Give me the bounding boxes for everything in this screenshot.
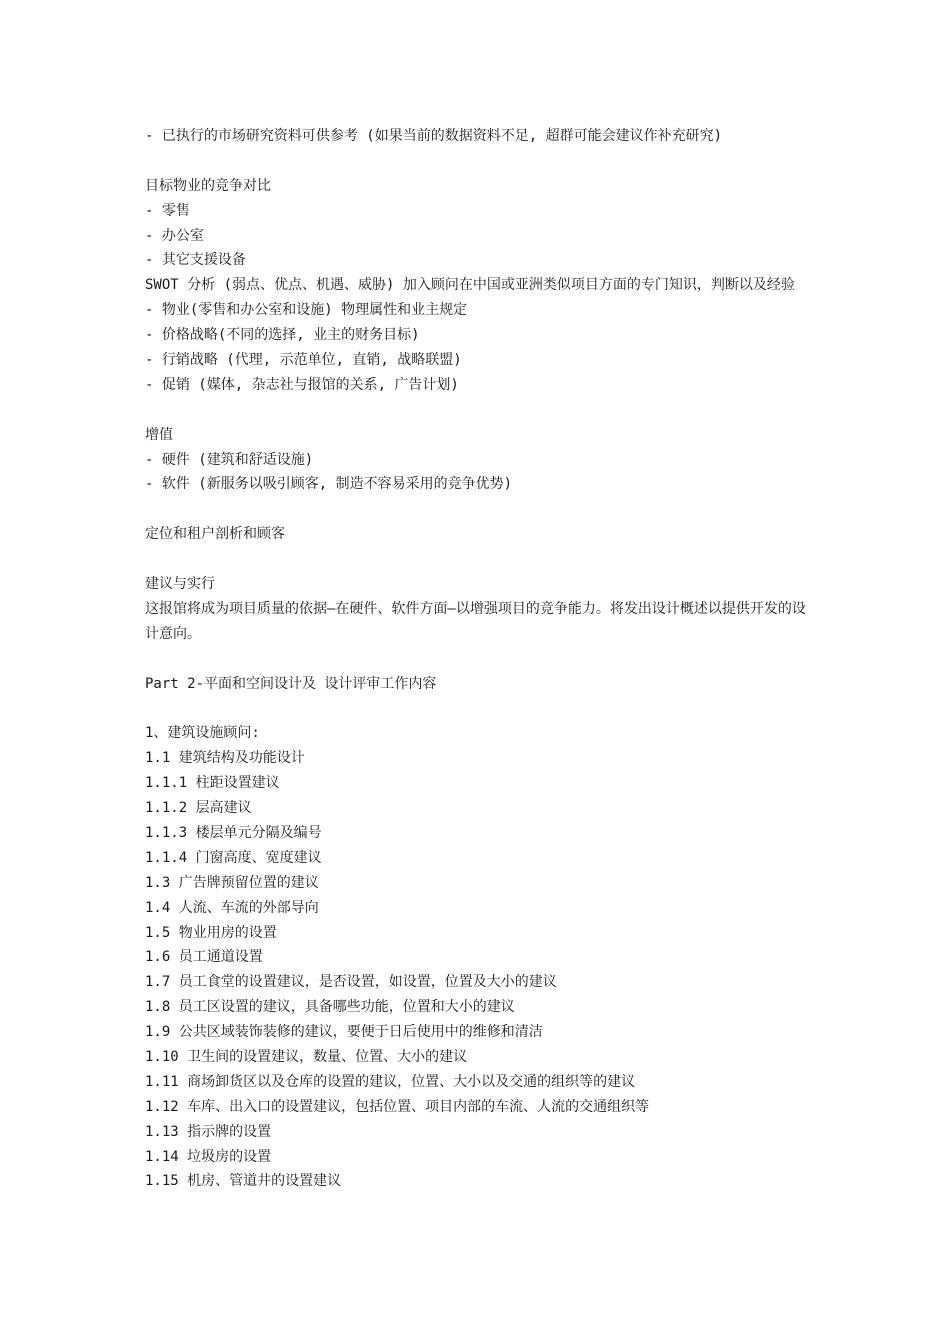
value-added-heading: 增值: [145, 426, 173, 443]
list-item: 1.15 机房、管道井的设置建议: [145, 1173, 342, 1190]
swot-paragraph: SWOT 分析 (弱点、优点、机遇、威胁) 加入顾问在中国或亚洲类似项目方面的专门知识，判断以及经验: [145, 277, 795, 294]
competition-heading: 目标物业的竞争对比: [145, 177, 271, 194]
list-item: - 促销 (媒体, 杂志社与报馆的关系, 广告计划): [145, 376, 459, 393]
list-item: 1.7 员工食堂的设置建议，是否设置，如设置，位置及大小的建议: [145, 974, 557, 991]
spacer: [145, 149, 815, 174]
list-item: 1.6 员工通道设置: [145, 949, 263, 966]
list-item: - 行销战略 (代理, 示范单位, 直销, 战略联盟): [145, 352, 462, 369]
list-item: - 物业(零售和办公室和设施) 物理属性和业主规定: [145, 302, 468, 319]
market-research-text: - 已执行的市场研究资料可供参考 (如果当前的数据资料不足, 超群可能会建议作补充研究): [145, 128, 722, 144]
spacer: [145, 647, 815, 672]
document-page: [145, 124, 815, 1194]
spacer: [145, 398, 815, 423]
list-item: - 零售: [145, 202, 190, 219]
list-item: 1.1.3 楼层单元分隔及编号: [145, 824, 322, 841]
spacer: [145, 697, 815, 722]
list-item: 1.14 垃圾房的设置: [145, 1148, 272, 1165]
spacer: [145, 497, 815, 522]
list-item: 1.3 广告牌预留位置的建议: [145, 874, 319, 891]
spacer: [145, 547, 815, 572]
list-item: 1.11 商场卸货区以及仓库的设置的建议，位置、大小以及交通的组织等的建议: [145, 1073, 636, 1090]
list-item: 1.1 建筑结构及功能设计: [145, 750, 305, 767]
list-item: 1.9 公共区域装饰装修的建议，要便于日后使用中的维修和清洁: [145, 1024, 543, 1041]
list-item: 1.1.2 层高建议: [145, 800, 252, 817]
list-item: 1.1.1 柱距设置建议: [145, 775, 280, 792]
list-item: 1.1.4 门窗高度、宽度建议: [145, 849, 322, 866]
list-item: 1.13 指示牌的设置: [145, 1123, 272, 1140]
list-item: - 办公室: [145, 227, 204, 244]
recommendation-heading: 建议与实行: [145, 576, 215, 593]
list-item: - 软件 (新服务以吸引顾客, 制造不容易采用的竞争优势): [145, 476, 512, 493]
part2-heading: Part 2-平面和空间设计及 设计评审工作内容: [145, 675, 437, 692]
list-item: - 硬件 (建筑和舒适设施): [145, 451, 314, 468]
recommendation-paragraph: 这报馆将成为项目质量的依据—在硬件、软件方面—以增强项目的竞争能力。将发出设计概述以提供开发的设计意向。: [145, 600, 806, 642]
list-item: 1.5 物业用房的设置: [145, 924, 277, 941]
positioning-heading: 定位和租户剖析和顾客: [145, 526, 285, 543]
list-item: - 价格战略(不同的选择, 业主的财务目标): [145, 327, 420, 344]
list-item: 1.8 员工区设置的建议，具备哪些功能，位置和大小的建议: [145, 999, 515, 1016]
list-item: - 其它支援设备: [145, 252, 246, 269]
list-item: 1.4 人流、车流的外部导向: [145, 899, 319, 916]
list-item: 1.10 卫生间的设置建议，数量、位置、大小的建议: [145, 1049, 468, 1065]
list-item: 1.12 车库、出入口的设置建议，包括位置、项目内部的车流、人流的交通组织等: [145, 1098, 650, 1115]
architecture-heading: 1、建筑设施顾问:: [145, 725, 260, 742]
